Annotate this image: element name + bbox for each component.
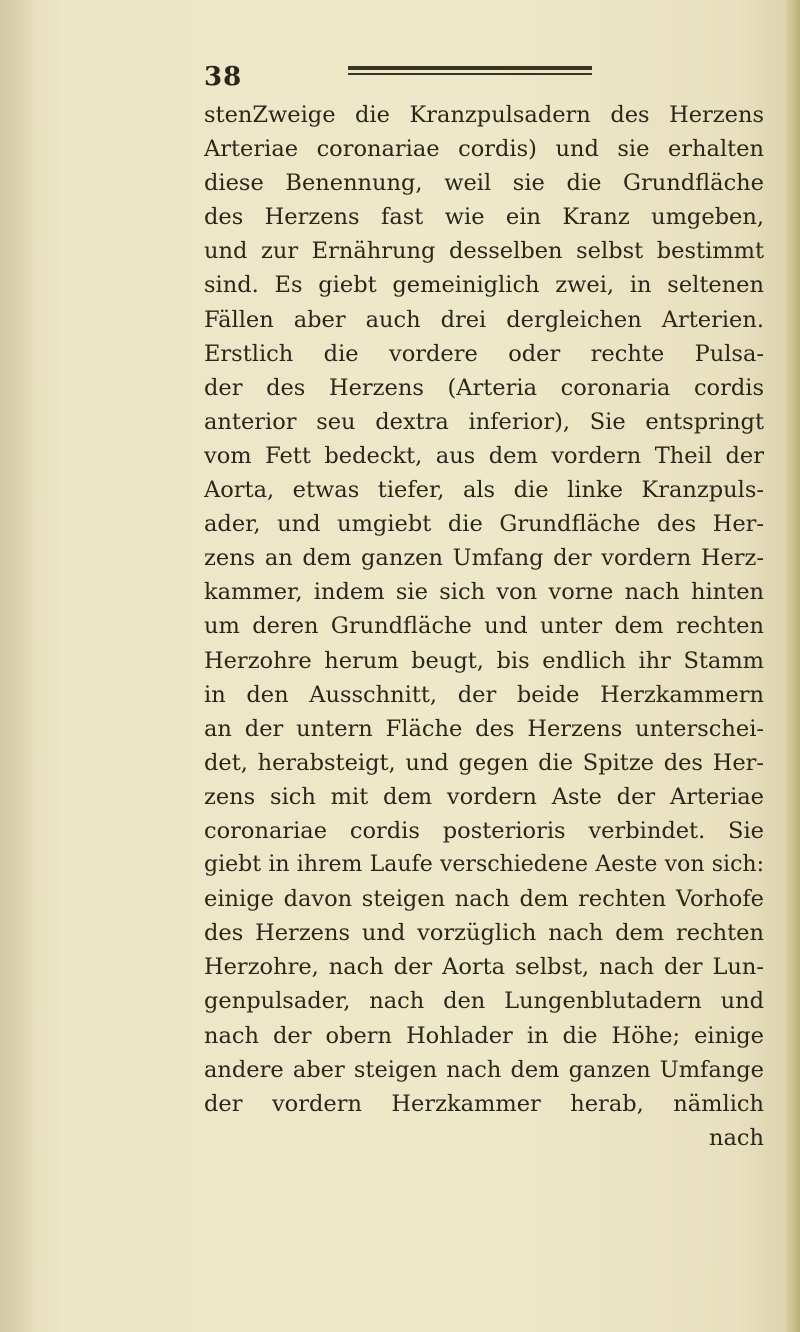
text-line: Herzohre, nach der Aorta selbst, nach der Lun- xyxy=(204,954,764,981)
text-line: zens sich mit dem vordern Aste der Arteriae xyxy=(204,783,764,810)
text-line: Herzohre herum beugt, bis endlich ihr Stamm xyxy=(204,647,764,674)
body-text xyxy=(204,98,764,1155)
text-line: kammer, indem sie sich von vorne nach hinten xyxy=(204,579,764,606)
text-line: Fällen aber auch drei dergleichen Arterien. xyxy=(204,306,764,333)
text-line: genpulsader, nach den Lungenblutadern und xyxy=(204,988,764,1015)
text-line: in den Ausschnitt, der beide Herzkammern xyxy=(204,681,764,708)
text-line: diese Benennung, weil sie die Grundfläche xyxy=(204,170,764,197)
page-number: 38 xyxy=(204,62,243,92)
text-line: Erstlich die vordere oder rechte Pulsa- xyxy=(204,340,764,367)
text-line: und zur Ernährung desselben selbst bestimmt xyxy=(204,238,764,265)
text-line: Arteriae coronariae cordis) und sie erhalten xyxy=(204,136,764,163)
header-rule xyxy=(348,66,592,76)
text-line: stenZweige die Kranzpulsadern des Herzens xyxy=(204,102,764,128)
page-edge xyxy=(786,0,800,1332)
text-line: an der untern Fläche des Herzens unterschei- xyxy=(204,715,764,742)
text-line: sind. Es giebt gemeiniglich zwei, in seltenen xyxy=(204,272,764,299)
text-line: andere aber steigen nach dem ganzen Umfange xyxy=(204,1056,764,1083)
text-line: coronariae cordis posterioris verbindet. Sie xyxy=(204,817,764,844)
text-line: nach der obern Hohlader in die Höhe; einige xyxy=(204,1022,764,1049)
text-line: det, herabsteigt, und gegen die Spitze des Her- xyxy=(204,749,764,776)
gutter-shadow xyxy=(0,0,40,1332)
text-line: um deren Grundfläche und unter dem rechten xyxy=(204,613,764,640)
text-line: des Herzens und vorzüglich nach dem rechten xyxy=(204,920,764,947)
text-line: anterior seu dextra inferior), Sie entspringt xyxy=(204,408,764,435)
text-line: des Herzens fast wie ein Kranz umgeben, xyxy=(204,204,764,231)
text-line: giebt in ihrem Laufe verschiedene Aeste von sich: xyxy=(204,852,764,878)
text-line: einige davon steigen nach dem rechten Vorhofe xyxy=(204,886,764,913)
text-line: der vordern Herzkammer herab, nämlich xyxy=(204,1090,764,1117)
text-line: zens an dem ganzen Umfang der vordern Herz- xyxy=(204,545,764,572)
text-line: Aorta, etwas tiefer, als die linke Kranzpuls- xyxy=(204,477,764,504)
text-line: der des Herzens (Arteria coronaria cordis xyxy=(204,374,764,401)
catchword: nach xyxy=(709,1124,764,1151)
text-line: ader, und umgiebt die Grundfläche des Her- xyxy=(204,511,764,538)
text-line: vom Fett bedeckt, aus dem vordern Theil der xyxy=(204,442,764,469)
